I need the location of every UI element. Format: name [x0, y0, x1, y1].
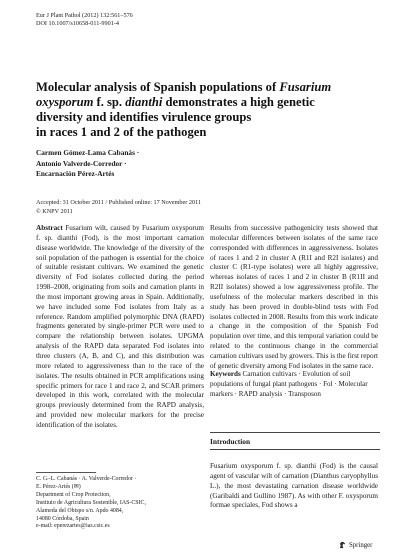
footnote-line: E. Pérez-Artés (✉) [36, 483, 81, 490]
keywords-block [210, 370, 378, 399]
footnote-line: Instituto de Agricultura Sostenible, IAS-CSIC, [36, 499, 146, 506]
divider [210, 449, 380, 450]
author-name[interactable]: Encarnación Pérez-Artés [36, 169, 115, 179]
title-text-italic: Fusarium [279, 80, 332, 94]
title-text: in races 1 and 2 of the pathogen [36, 125, 207, 139]
keywords-label: Keywords [210, 370, 241, 378]
author-name[interactable]: Carmen Gómez-Lama Cabanás · [36, 148, 140, 157]
abstract-label: Abstract [36, 224, 63, 232]
intro-text: Fusarium oxysporum f. sp. dianthi (Fod) is the causal agent of vascular wilt of carnation (Dianthus caryophyllus L.), the most devastating carnation disease worldwide (Garibaldi and Gullino 1987). As with other F. oxysporum formae speciales, Fod shows a [210, 462, 378, 510]
paper-title [36, 80, 386, 140]
journal-header [36, 12, 133, 29]
footnote-divider [36, 472, 96, 473]
journal-citation: Eur J Plant Pathol (2012) 132:561–576 [36, 12, 133, 19]
title-text-italic: oxysporum [36, 95, 94, 109]
abstract-continued-text: Results from successive pathogenicity tests showed that molecular differences between isolates of the same race corresponded with differences in aggressiveness. Isolates of races 1 and 2 in cluster A (R1I and R2I isolates) and cluster C (R1-type isolates) were all highly aggressive, whereas isolates of races 1 and 2 in cluster B (R1II and R2II isolates) showed a low aggressiveness profile. The usefulness of the molecular markers described in this study has been proved in double-blind tests with Fod isolates collected in 2008. Results from this work indicate a change in the composition of the Spanish Fod population over time, and this temporal variation could be related to the continuous change in the commercial carnation cultivars used by growers. This is the first report of genetic diversity among Fod isolates in the same race. [210, 224, 378, 370]
abstract-column [36, 224, 204, 431]
author-list [36, 148, 139, 180]
abstract-continued-column [210, 224, 378, 372]
affiliation-footnote [36, 476, 204, 531]
section-heading: Introduction [210, 437, 251, 446]
footnote-line: Department of Crop Protection, [36, 491, 111, 498]
email-link[interactable]: e-mail: eperezartes@ias.csic.es [36, 523, 110, 530]
title-text-italic: dianthi [125, 95, 163, 109]
springer-horse-icon [338, 541, 347, 549]
footnote-line: Alameda del Obispo s/n. Apdo 4084, [36, 507, 124, 514]
dates-line: Accepted: 31 October 2011 / Published online: 17 November 2011 [36, 199, 202, 206]
footnote-line: C. G.-L. Cabanás · A. Valverde-Corredor · [36, 476, 137, 482]
publication-dates [36, 199, 201, 216]
title-text: diversity and identifies virulence groups [36, 110, 252, 124]
doi: DOI 10.1007/s10658-011-9901-4 [36, 20, 119, 28]
title-text: demonstrates a high genetic [162, 95, 315, 109]
publisher-name: Springer [349, 541, 373, 549]
author-name[interactable]: Antonio Valverde-Corredor · [36, 158, 127, 168]
divider [210, 432, 380, 433]
footnote-line: 14080 Córdoba, Spain [36, 515, 89, 522]
abstract-text: Fusarium wilt, caused by Fusarium oxysporum f. sp. dianthi (Fod), is the most important carnation disease worldwide. The knowledge of the diversity of the soil population of the pathogen is essential for the choice of suitable resistant cultivars. We examined the genetic diversity of Fod isolates collected during the period 1998–2008, originating from soils and carnation plants in the most important growing areas in Spain. Additionally, we have included some Fod isolates from Italy as a reference. Random amplified polymorphic DNA (RAPD) fragments generated by single-primer PCR were used to compare the relationship between isolates. UPGMA analysis of the RAPD data separated Fod isolates into three clusters (A, B, and C), and this distribution was more related to aggressiveness than to the race of the isolates. The results obtained in PCR amplifications using specific primers for race 1 and race 2, and SCAR primers developed in this work, correlated with the molecular groups previously determined from the RAPD analysis, and provided new molecular markers for the precise identification of the isolates. [36, 224, 205, 429]
title-text: Molecular analysis of Spanish populations of [36, 80, 280, 94]
copyright-line: © KNPV 2011 [36, 207, 73, 215]
keywords-text: Carnation cultivars · Evolution of soil populations of fungal plant pathogens · Fol · Molecular markers · RAPD analysis · Transposon [210, 370, 368, 398]
publisher-mark [338, 541, 372, 549]
title-text: f. sp. [93, 95, 126, 109]
